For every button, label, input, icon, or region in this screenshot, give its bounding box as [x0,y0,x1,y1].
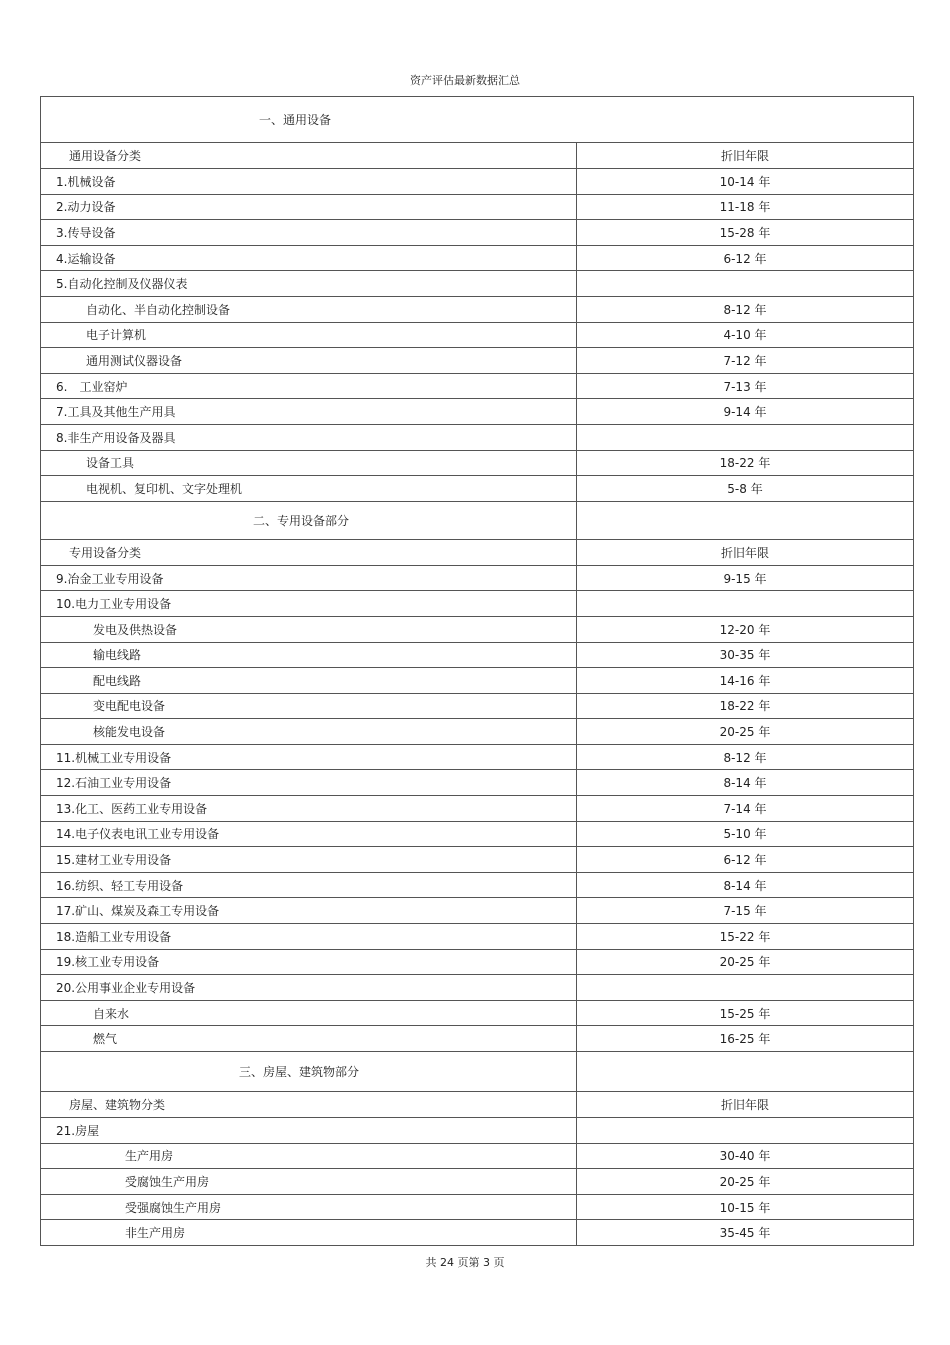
column-header-row [41,143,914,169]
category-cell: 12.石油工业专用设备 [41,770,577,796]
years-cell: 9-14 年 [577,399,914,425]
years-cell [577,975,914,1001]
category-cell: 电子计算机 [41,322,577,348]
table-row [41,245,914,271]
years-cell: 6-12 年 [577,847,914,873]
table-row [41,616,914,642]
table-row [41,770,914,796]
category-cell: 发电及供热设备 [41,616,577,642]
category-cell: 输电线路 [41,642,577,668]
table-row [41,399,914,425]
table-row [41,1220,914,1246]
section-heading-row [41,1052,914,1092]
table-row [41,1194,914,1220]
category-cell: 10.电力工业专用设备 [41,591,577,617]
category-cell: 生产用房 [41,1143,577,1169]
section-heading: 一、通用设备 [41,97,914,143]
category-cell: 核能发电设备 [41,719,577,745]
years-cell: 10-14 年 [577,169,914,195]
category-cell: 18.造船工业专用设备 [41,924,577,950]
section-heading-empty [577,1052,914,1092]
table-row [41,668,914,694]
table-row [41,719,914,745]
column-header-row [41,539,914,565]
category-cell: 自动化、半自动化控制设备 [41,296,577,322]
depreciation-table [40,96,914,1246]
category-cell: 16.纺织、轻工专用设备 [41,872,577,898]
years-cell: 9-15 年 [577,565,914,591]
category-cell: 燃气 [41,1026,577,1052]
category-cell: 非生产用房 [41,1220,577,1246]
table-row [41,322,914,348]
table-row [41,796,914,822]
category-cell: 自来水 [41,1000,577,1026]
years-cell: 15-28 年 [577,220,914,246]
category-cell: 受腐蚀生产用房 [41,1169,577,1195]
table-row [41,348,914,374]
years-cell: 20-25 年 [577,1169,914,1195]
category-cell: 3.传导设备 [41,220,577,246]
section-heading: 二、专用设备部分 [41,501,577,539]
table-row [41,898,914,924]
document-title: 资产评估最新数据汇总 [410,74,520,87]
category-cell: 6. 工业窑炉 [41,373,577,399]
years-cell: 16-25 年 [577,1026,914,1052]
table-row [41,373,914,399]
table-row [41,693,914,719]
years-cell: 8-14 年 [577,872,914,898]
category-cell: 8.非生产用设备及器具 [41,424,577,450]
section-heading-row [41,501,914,539]
category-cell: 19.核工业专用设备 [41,949,577,975]
years-cell: 8-14 年 [577,770,914,796]
section-heading: 三、房屋、建筑物部分 [41,1052,577,1092]
years-cell: 4-10 年 [577,322,914,348]
years-cell: 8-12 年 [577,744,914,770]
category-cell: 13.化工、医药工业专用设备 [41,796,577,822]
category-cell: 14.电子仪表电讯工业专用设备 [41,821,577,847]
category-cell: 21.房屋 [41,1118,577,1144]
years-cell [577,271,914,297]
table-row [41,476,914,502]
table-row [41,1026,914,1052]
category-cell: 15.建材工业专用设备 [41,847,577,873]
years-cell: 18-22 年 [577,693,914,719]
table-row [41,169,914,195]
table-row [41,949,914,975]
years-cell [577,424,914,450]
table-row [41,194,914,220]
years-cell: 5-8 年 [577,476,914,502]
years-cell: 12-20 年 [577,616,914,642]
years-cell: 8-12 年 [577,296,914,322]
years-cell: 7-13 年 [577,373,914,399]
years-cell: 20-25 年 [577,949,914,975]
table-row [41,220,914,246]
years-cell: 5-10 年 [577,821,914,847]
table-row [41,642,914,668]
years-cell [577,1118,914,1144]
years-cell: 18-22 年 [577,450,914,476]
category-cell: 1.机械设备 [41,169,577,195]
column-header-category: 房屋、建筑物分类 [41,1092,577,1118]
category-cell: 通用测试仪器设备 [41,348,577,374]
category-cell: 4.运输设备 [41,245,577,271]
category-cell: 20.公用事业企业专用设备 [41,975,577,1001]
table-row [41,271,914,297]
table-row [41,1118,914,1144]
table-row [41,1000,914,1026]
table-row [41,591,914,617]
years-cell: 30-40 年 [577,1143,914,1169]
category-cell: 变电配电设备 [41,693,577,719]
column-header-category: 专用设备分类 [41,539,577,565]
years-cell: 20-25 年 [577,719,914,745]
table-row [41,424,914,450]
years-cell [577,591,914,617]
years-cell: 11-18 年 [577,194,914,220]
years-cell: 7-15 年 [577,898,914,924]
table-row [41,565,914,591]
table-row [41,872,914,898]
years-cell: 14-16 年 [577,668,914,694]
years-cell: 6-12 年 [577,245,914,271]
years-cell: 15-25 年 [577,1000,914,1026]
category-cell: 17.矿山、煤炭及森工专用设备 [41,898,577,924]
years-cell: 30-35 年 [577,642,914,668]
category-cell: 11.机械工业专用设备 [41,744,577,770]
years-cell: 15-22 年 [577,924,914,950]
page-footer: 共 24 页第 3 页 [425,1256,505,1269]
table-row [41,1169,914,1195]
table-row [41,744,914,770]
column-header-row [41,1092,914,1118]
years-cell: 35-45 年 [577,1220,914,1246]
category-cell: 2.动力设备 [41,194,577,220]
years-cell: 7-14 年 [577,796,914,822]
section-heading-empty [577,501,914,539]
years-cell: 10-15 年 [577,1194,914,1220]
column-header-category: 通用设备分类 [41,143,577,169]
category-cell: 9.冶金工业专用设备 [41,565,577,591]
column-header-years: 折旧年限 [577,1092,914,1118]
section-heading-row [41,97,914,143]
column-header-years: 折旧年限 [577,143,914,169]
column-header-years: 折旧年限 [577,539,914,565]
category-cell: 设备工具 [41,450,577,476]
table-row [41,450,914,476]
table-row [41,1143,914,1169]
category-cell: 5.自动化控制及仪器仪表 [41,271,577,297]
category-cell: 受强腐蚀生产用房 [41,1194,577,1220]
table-row [41,924,914,950]
category-cell: 电视机、复印机、文字处理机 [41,476,577,502]
category-cell: 配电线路 [41,668,577,694]
table-row [41,296,914,322]
category-cell: 7.工具及其他生产用具 [41,399,577,425]
years-cell: 7-12 年 [577,348,914,374]
table-row [41,821,914,847]
table-row [41,975,914,1001]
table-row [41,847,914,873]
